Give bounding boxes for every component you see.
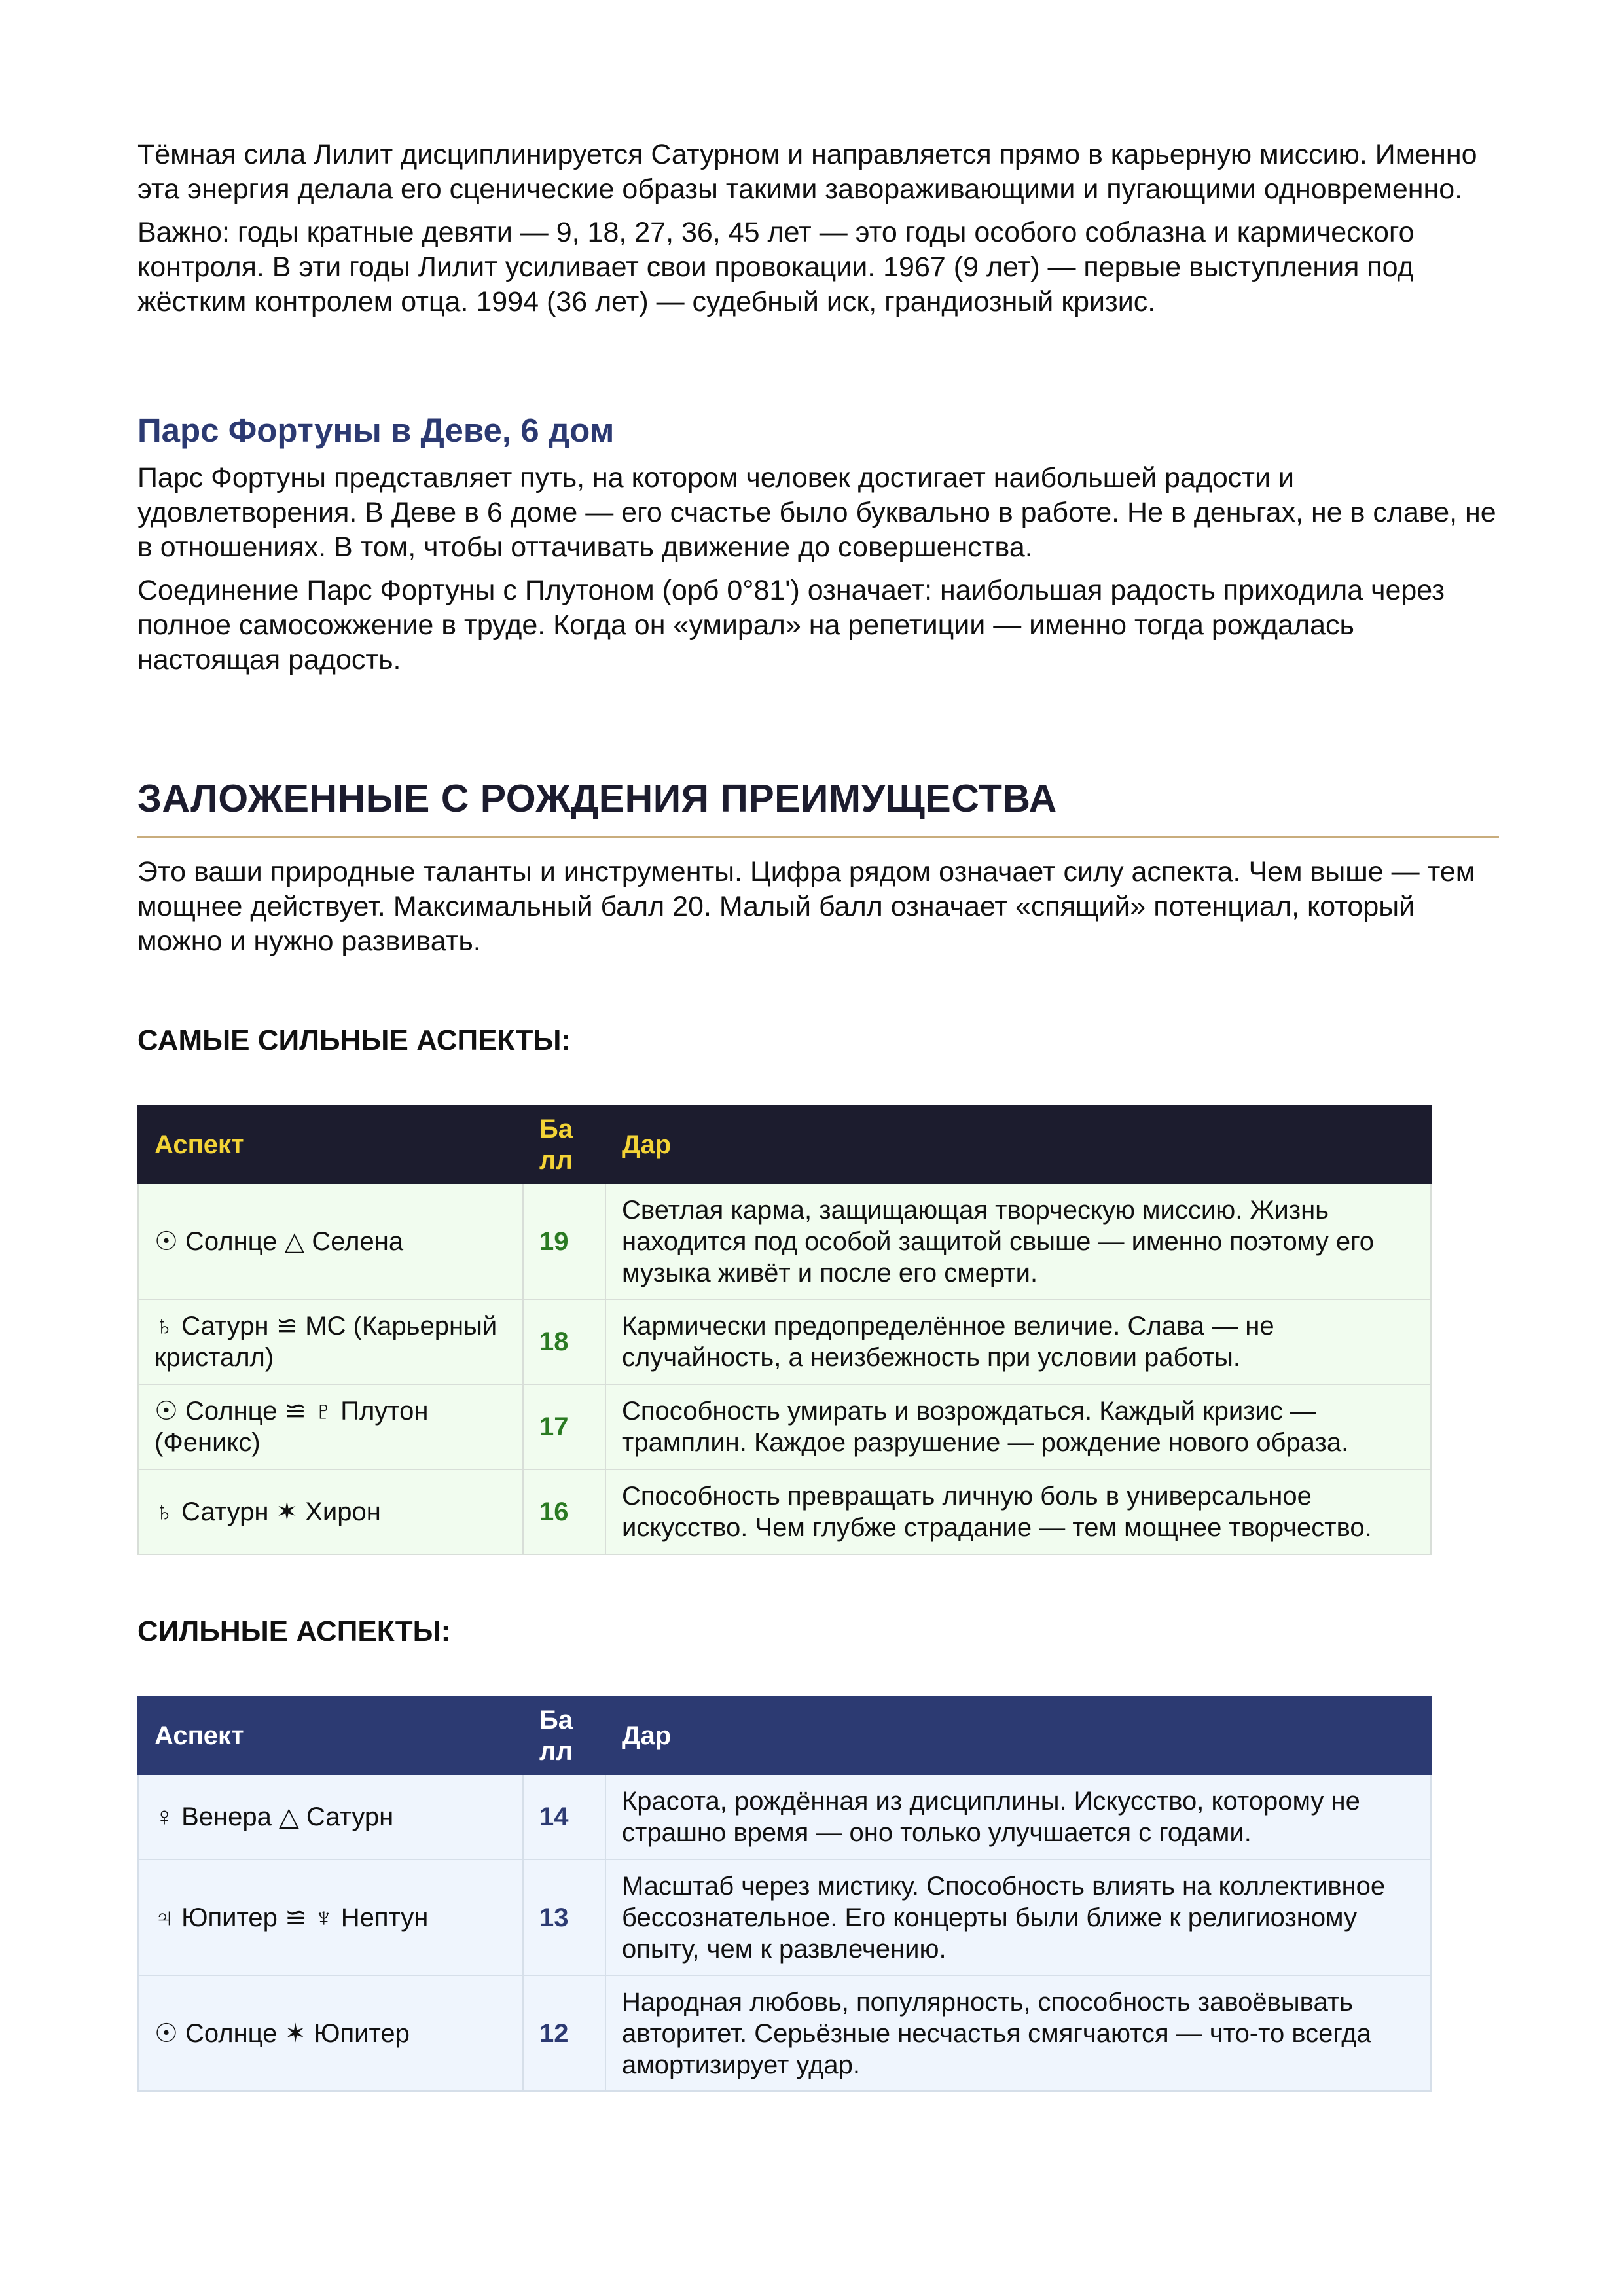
score-cell: 12 [523, 1975, 605, 2091]
col-header-gift: Дар [605, 1106, 1431, 1183]
aspect-cell: ☉ Солнце ✶ Юпитер [138, 1975, 523, 2091]
score-cell: 14 [523, 1774, 605, 1859]
strongest-aspects-label: САМЫЕ СИЛЬНЫЕ АСПЕКТЫ: [137, 1024, 571, 1056]
score-cell: 19 [523, 1183, 605, 1299]
section-divider [137, 836, 1499, 838]
table-row [138, 1975, 1431, 2091]
table-row [138, 1183, 1431, 1299]
aspect-cell: ♄ Сатурн ✶ Хирон [138, 1469, 523, 1554]
intro-paragraph-2: Важно: годы кратные девяти — 9, 18, 27, 36, 45 лет — это годы особого соблазна и кармического контроля. В эти годы Лилит усиливает свои провокации. 1967 (9 лет) — первые выступления под жёстким контролем отца. 1994 (36 лет) — судебный иск, грандиозный кризис. [137, 217, 1415, 317]
pars-paragraph-1: Парс Фортуны представляет путь, на котором человек достигает наибольшей радости и удовлетворения. В Деве в 6 доме — его счастье было буквально в работе. Не в деньгах, не в славе, не в отношениях. В том, чтобы оттачивать движение до совершенства. [137, 462, 1496, 563]
table-row [138, 1299, 1431, 1384]
aspect-cell: ♄ Сатурн ≌ MC (Карьерный кристалл) [138, 1299, 523, 1384]
aspect-cell: ♀ Венера △ Сатурн [138, 1774, 523, 1859]
table-row [138, 1774, 1431, 1859]
gift-cell: Кармически предопределённое величие. Слава — не случайность, а неизбежность при условии работы. [605, 1299, 1431, 1384]
table-header-row [138, 1106, 1431, 1183]
pars-paragraph-2: Соединение Парс Фортуны с Плутоном (орб 0°81') означает: наибольшая радость приходила через полное самосожжение в труде. Когда он «умирал» на репетиции — именно тогда рождалась настоящая радость. [137, 575, 1445, 675]
aspect-cell: ☉ Солнце ≌ ♇ Плутон (Феникс) [138, 1384, 523, 1469]
col-header-aspect: Аспект [138, 1697, 523, 1774]
score-cell: 13 [523, 1859, 605, 1975]
aspect-cell: ♃ Юпитер ≌ ♆ Нептун [138, 1859, 523, 1975]
strong-aspects-label: СИЛЬНЫЕ АСПЕКТЫ: [137, 1615, 451, 1647]
gift-cell: Светлая карма, защищающая творческую миссию. Жизнь находится под особой защитой свыше — именно поэтому его музыка живёт и после его смерти. [605, 1183, 1431, 1299]
col-header-aspect: Аспект [138, 1106, 523, 1183]
table-row [138, 1384, 1431, 1469]
table-row [138, 1859, 1431, 1975]
col-header-score: Ба лл [523, 1106, 605, 1183]
score-cell: 18 [523, 1299, 605, 1384]
col-header-gift: Дар [605, 1697, 1431, 1774]
pars-fortune-heading: Парс Фортуны в Деве, 6 дом [137, 412, 615, 449]
gift-cell: Масштаб через мистику. Способность влиять на коллективное бессознательное. Его концерты были ближе к религиозному опыту, чем к развлечению. [605, 1859, 1431, 1975]
gift-cell: Народная любовь, популярность, способность завоёвывать авторитет. Серьёзные несчастья смягчаются — что-то всегда амортизирует удар. [605, 1975, 1431, 2091]
table-header-row [138, 1697, 1431, 1774]
strongest-aspects-table [137, 1105, 1432, 1555]
table-row [138, 1469, 1431, 1554]
intro-paragraph-1: Тёмная сила Лилит дисциплинируется Сатурном и направляется прямо в карьерную миссию. Именно эта энергия делала его сценические образы такими завораживающими и пугающими одновременно. [137, 139, 1477, 205]
gift-cell: Красота, рождённая из дисциплины. Искусство, которому не страшно время — оно только улучшается с годами. [605, 1774, 1431, 1859]
gift-cell: Способность умирать и возрождаться. Каждый кризис — трамплин. Каждое разрушение — рождение нового образа. [605, 1384, 1431, 1469]
advantages-heading: ЗАЛОЖЕННЫЕ С РОЖДЕНИЯ ПРЕИМУЩЕСТВА [137, 777, 1057, 820]
col-header-score: Ба лл [523, 1697, 605, 1774]
aspect-cell: ☉ Солнце △ Селена [138, 1183, 523, 1299]
score-cell: 17 [523, 1384, 605, 1469]
score-cell: 16 [523, 1469, 605, 1554]
advantages-intro: Это ваши природные таланты и инструменты. Цифра рядом означает силу аспекта. Чем выше — тем мощнее действует. Максимальный балл 20. Малый балл означает «спящий» потенциал, который можно и нужно развивать. [137, 856, 1475, 957]
strong-aspects-table [137, 1696, 1432, 2092]
gift-cell: Способность превращать личную боль в универсальное искусство. Чем глубже страдание — тем мощнее творчество. [605, 1469, 1431, 1554]
page-content [137, 137, 1499, 2092]
